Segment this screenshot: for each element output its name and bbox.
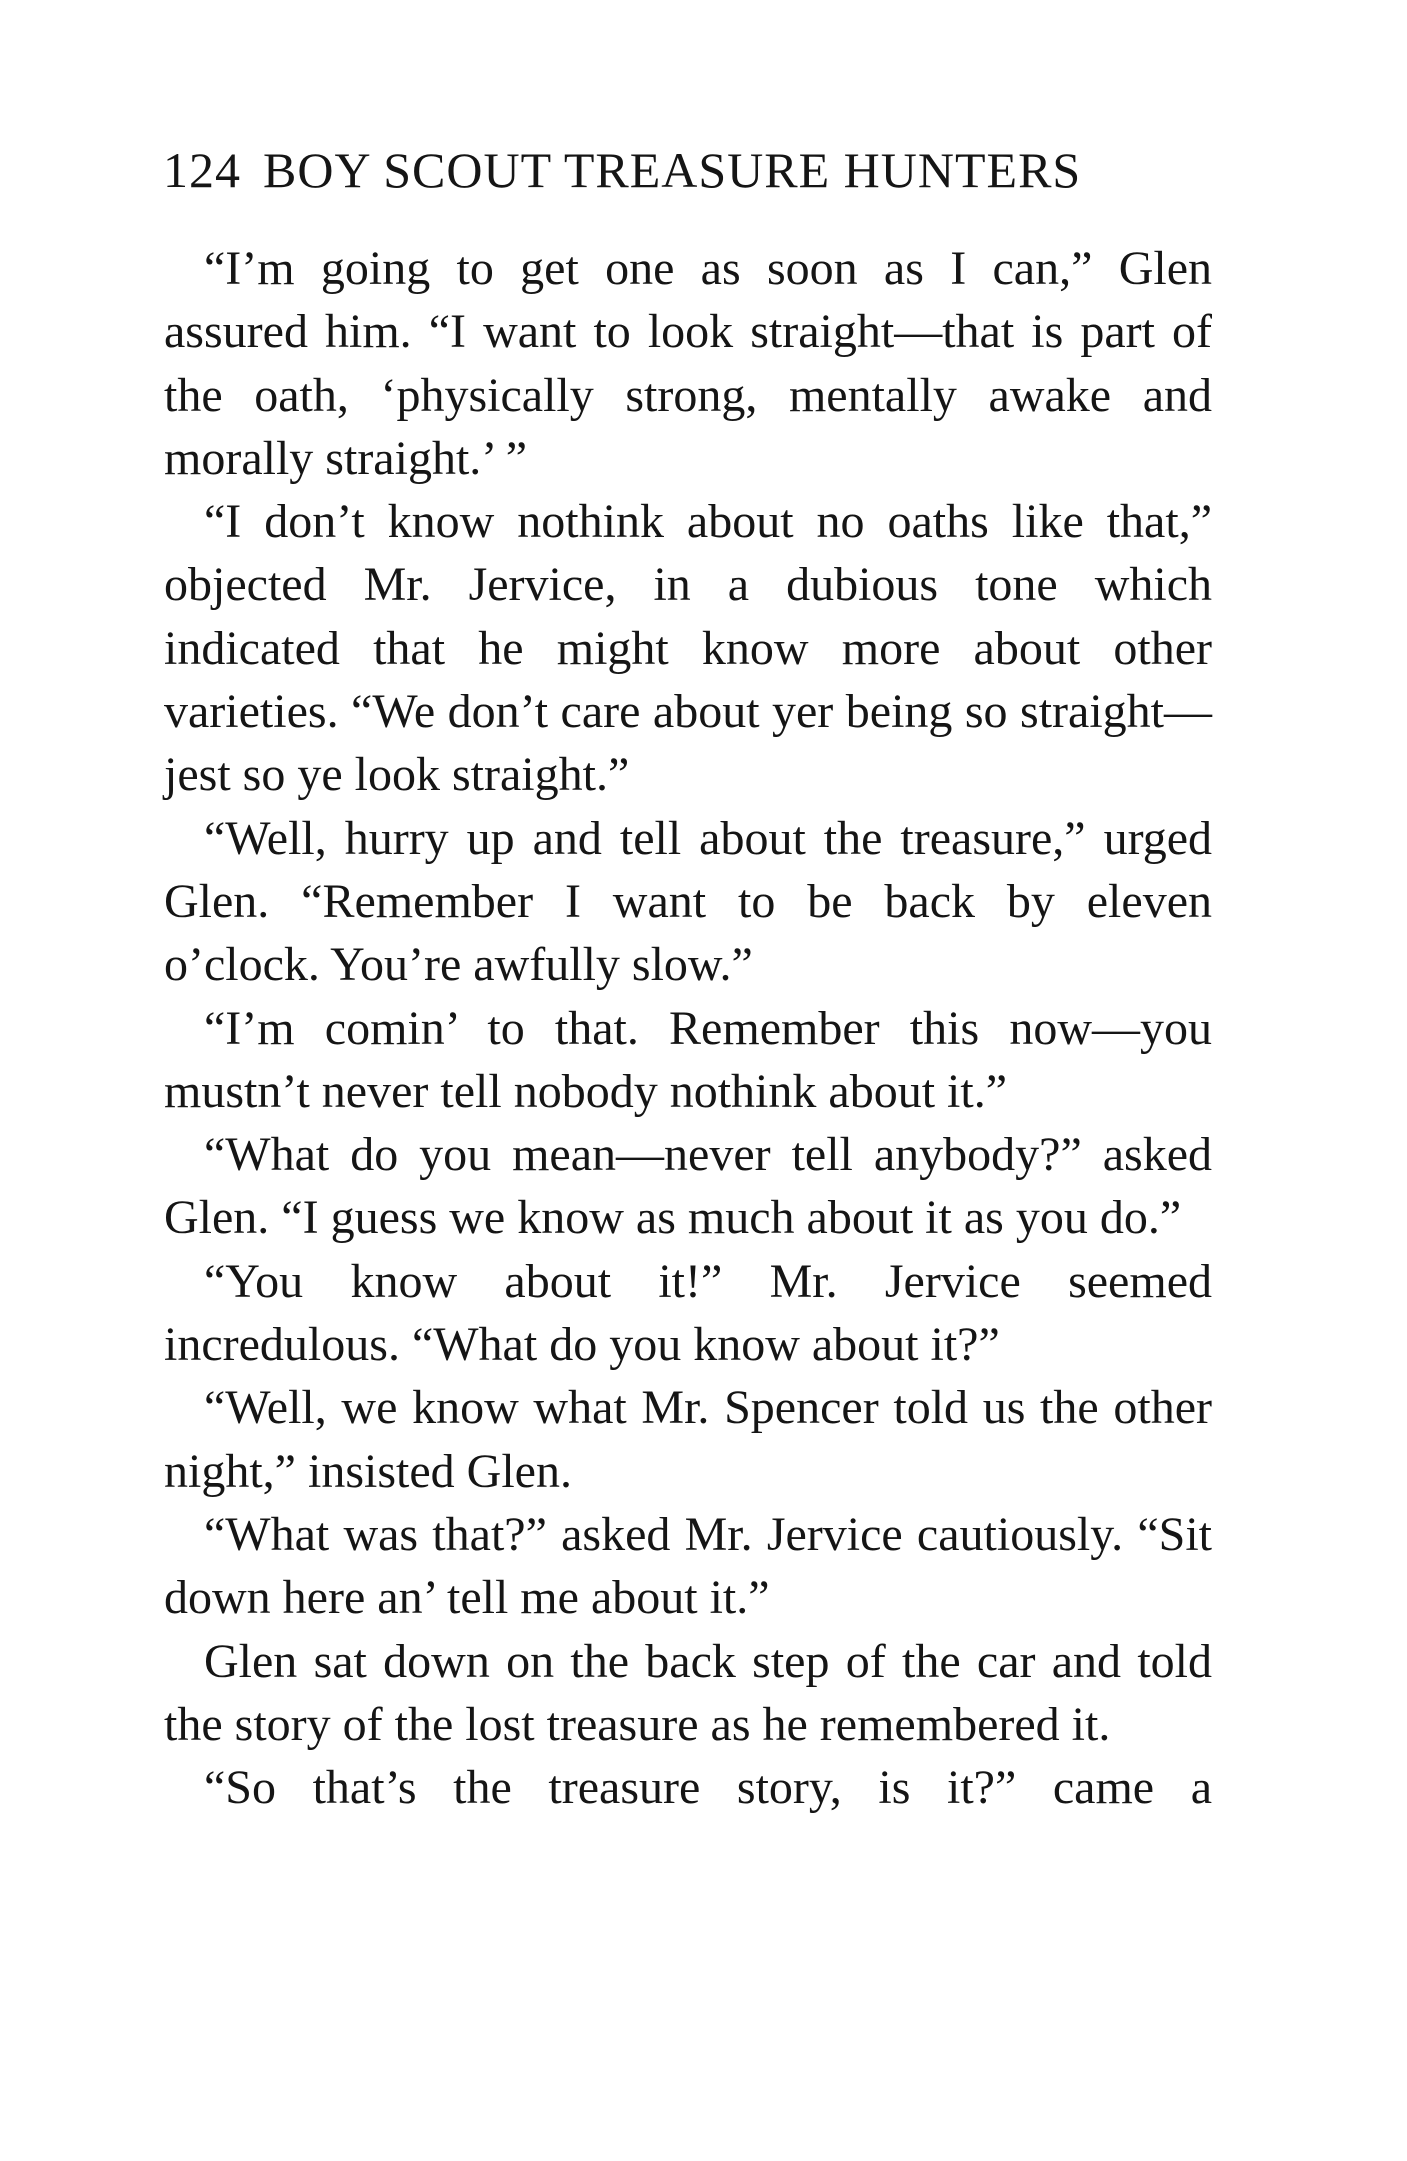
paragraph: “I’m comin’ to that. Remember this now—you mustn’t never tell nobody nothink about it.” (164, 1001, 1212, 1118)
paragraph: “What do you mean—never tell anybody?” asked Glen. “I guess we know as much about it as you do.” (164, 1128, 1212, 1245)
body-text (164, 237, 1212, 1819)
page-number: 124 (163, 142, 241, 198)
paragraph: “Well, we know what Mr. Spencer told us the other night,” insisted Glen. (164, 1381, 1212, 1498)
paragraph: Glen sat down on the back step of the car and told the story of the lost treasure as he remembered it. (164, 1634, 1212, 1751)
running-header (163, 140, 1213, 200)
paragraph: “Well, hurry up and tell about the treasure,” urged Glen. “Remember I want to be back by eleven o’clock. You’re awfully slow.” (164, 811, 1212, 992)
paragraph: “You know about it!” Mr. Jervice seemed incredulous. “What do you know about it?” (164, 1254, 1212, 1372)
paragraph: “I’m going to get one as soon as I can,” Glen assured him. “I want to look straight—that is part of the oath, ‘physically strong, mentally awake and morally straight.’ ” (164, 242, 1212, 485)
running-title: BOY SCOUT TREASURE HUNTERS (263, 142, 1082, 198)
paragraph: “I don’t know nothink about no oaths like that,” objected Mr. Jervice, in a dubious tone which indicated that he might know more about other varieties. “We don’t care about yer being so straight—jest so ye look straight.” (164, 495, 1212, 802)
paragraph: “So that’s the treasure story, is it?” came a (204, 1761, 1212, 1815)
paragraph: “What was that?” asked Mr. Jervice cautiously. “Sit down here an’ tell me about it.” (164, 1507, 1212, 1625)
